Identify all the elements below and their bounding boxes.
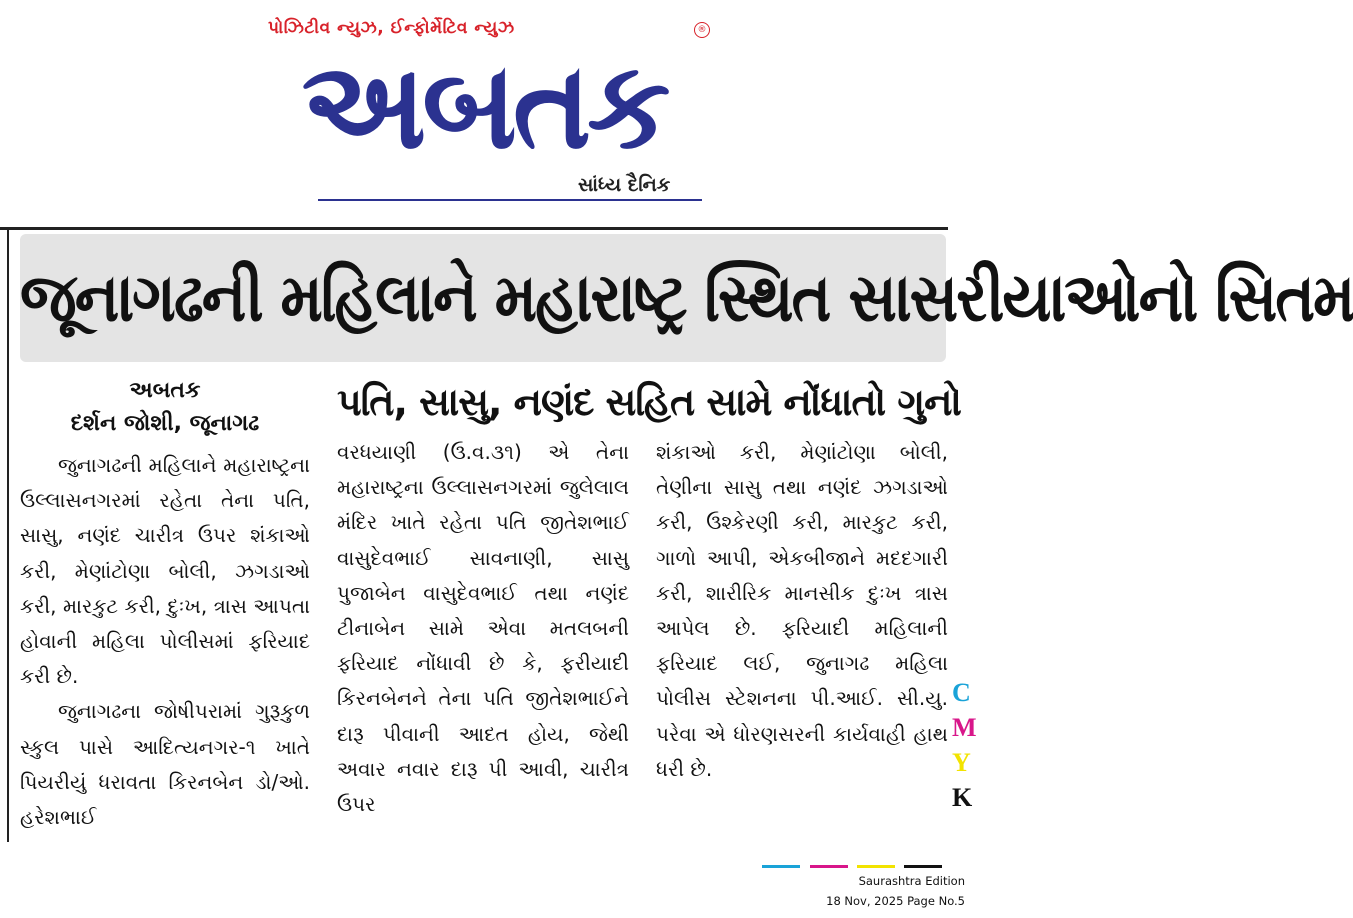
article-column-2	[337, 435, 629, 835]
top-divider	[0, 227, 948, 230]
article-paragraph: જુનાગઢના જોષીપરામાં ગુરૂકુળ સ્કુલ પાસે આદિત્યનગર-૧ ખાતે પિયરીયું ધરાવતા કિરનબેન ડો/ઓ. હરેશભાઈ	[20, 699, 310, 830]
left-divider	[7, 230, 9, 842]
byline-organization: અબતક	[129, 378, 201, 403]
article-headline: જૂનાગઢની મહિલાને મહારાષ્ટ્ર સ્થિત સાસરીયાઓનો સિતમ	[20, 258, 1353, 338]
article-paragraph: વરધયાણી (ઉ.વ.૩૧) એ તેના મહારાષ્ટ્રના ઉલ્લાસનગરમાં જુલેલાલ મંદિર ખાતે રહેતા પતિ જીતેશભાઈ વાસુદેવભાઈ સાવનાણી, સાસુ પુજાબેન વાસુદેવભાઈ તથા નણંદ ટીનાબેન સામે એવા મતલબની ફરિયાદ નોંધાવી છે કે, ફરીયાદી કિરનબેનને તેના પતિ જીતેશભાઈને દારૂ પીવાની આદત હોય, જેથી અવાર નવાર દારૂ પી આવી, ચારીત્ર ઉપર	[337, 440, 629, 817]
article-column-1	[20, 448, 310, 840]
cmyk-letter-m: M	[952, 713, 977, 742]
newspaper-logo: અબતક	[301, 34, 667, 176]
masthead-subtitle: સાંધ્ય દૈનિક	[578, 174, 671, 196]
color-bar-yellow	[857, 865, 895, 868]
cmyk-letter-y: Y	[952, 748, 971, 777]
footer-date-page: 18 Nov, 2025 Page No.5	[826, 894, 965, 908]
article-paragraph: જુનાગઢની મહિલાને મહારાષ્ટ્રના ઉલ્લાસનગરમાં રહેતા તેના પતિ, સાસુ, નણંદ ચારીત્ર ઉપર શંકાઓ કરી, મેણાંટોણા બોલી, ઝગડાઓ કરી, મારકુટ કરી, દુઃખ, ત્રાસ આપતા હોવાની મહિલા પોલીસમાં ફરિયાદ કરી છે.	[20, 453, 310, 689]
article-column-3	[656, 435, 948, 835]
masthead	[0, 0, 975, 220]
cmyk-registration-marks	[952, 675, 975, 815]
article-subheadline: પતિ, સાસુ, નણંદ સહિત સામે નોંધાતો ગુનો	[337, 380, 961, 424]
registered-mark-icon: ®	[694, 22, 710, 38]
byline-reporter: દર્શન જોશી, જૂનાગઢ	[70, 411, 260, 436]
cmyk-letter-k: K	[952, 783, 973, 812]
masthead-tagline: પોઝિટીવ ન્યુઝ, ઈન્ફોર્મેટિવ ન્યુઝ	[268, 18, 515, 38]
article-paragraph: શંકાઓ કરી, મેણાંટોણા બોલી, તેણીના સાસુ તથા નણંદ ઝગડાઓ કરી, ઉશ્કેરણી કરી, મારકુટ કરી, ગાળો આપી, એકબીજાને મદદગારી કરી, શારીરિક માનસીક દુઃખ ત્રાસ આપેલ છે. ફરિયાદી મહિલાની ફરિયાદ લઈ, જુનાગઢ મહિલા પોલીસ સ્ટેશનના પી.આઈ. સી.યુ. પરેવા એ ધોરણસરની કાર્યવાહી હાથ ધરી છે.	[656, 440, 948, 781]
masthead-underline	[318, 199, 702, 201]
color-bar-black	[904, 865, 942, 868]
footer-edition: Saurashtra Edition	[858, 874, 965, 888]
color-bar-cyan	[762, 865, 800, 868]
cmyk-letter-c: C	[952, 678, 971, 707]
color-bar-magenta	[810, 865, 848, 868]
